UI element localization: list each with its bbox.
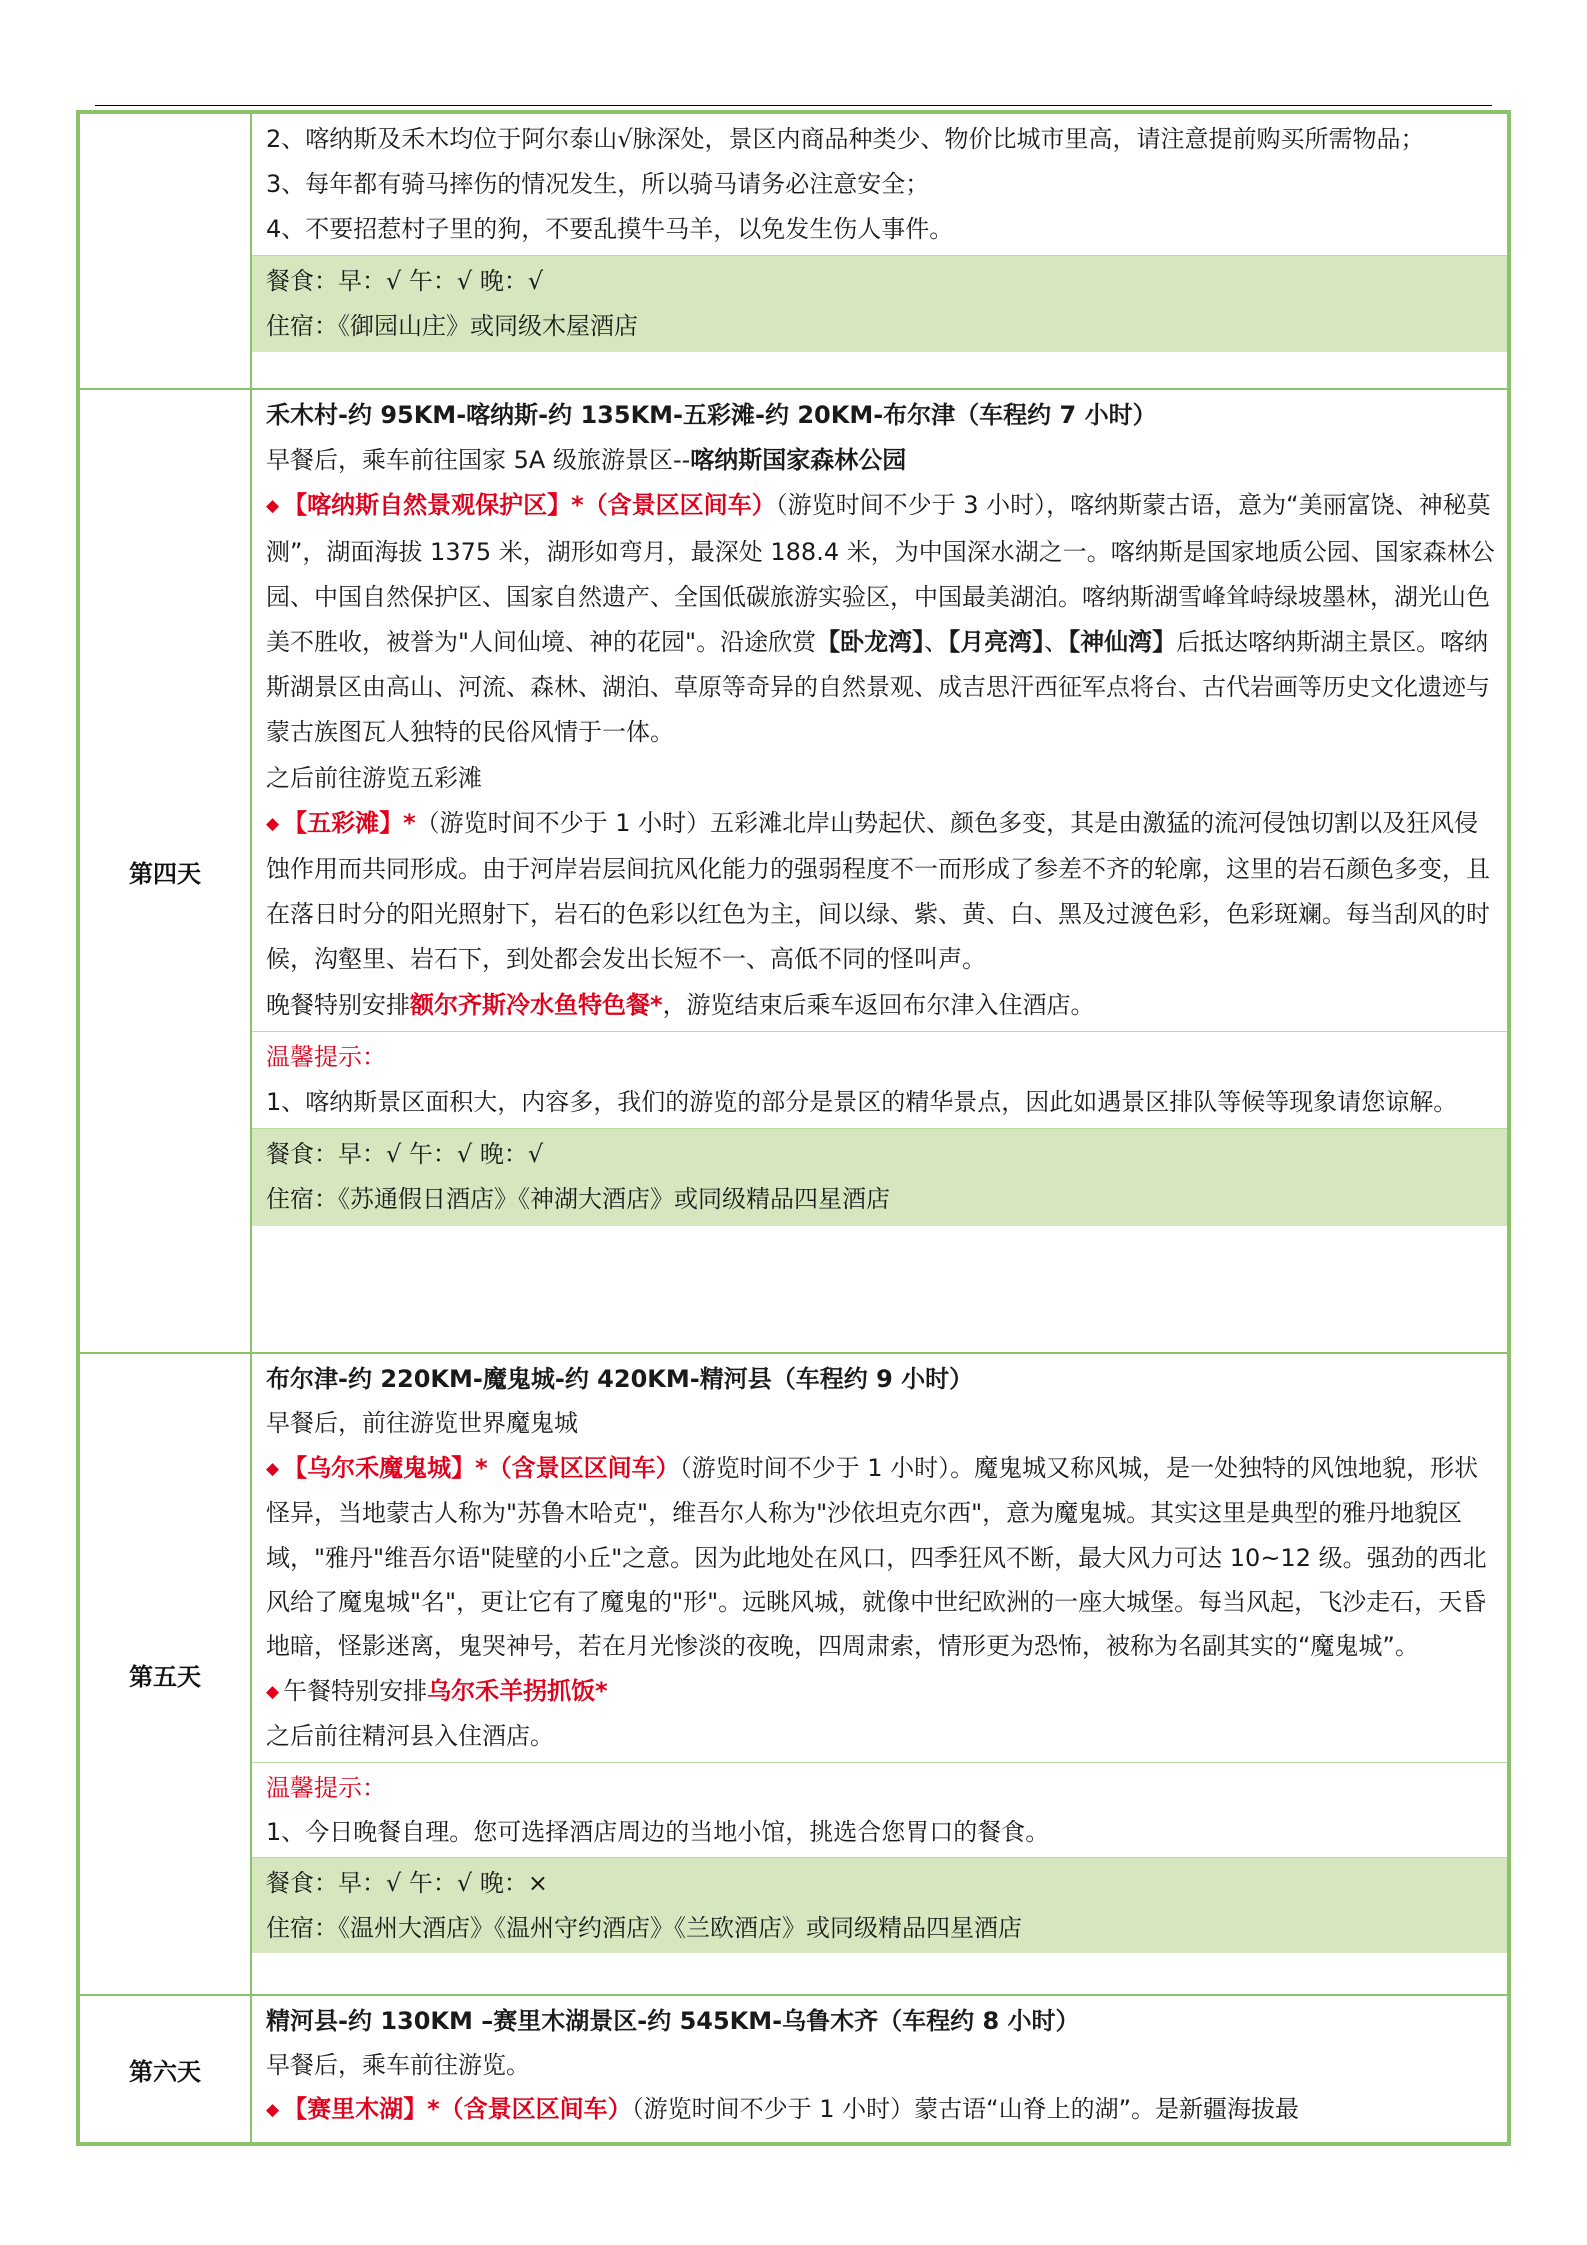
attraction-desc: [266, 483, 1497, 755]
tip-item: 1、今日晚餐自理。您可选择酒店周边的当地小馆，挑选合您胃口的餐食。: [266, 1818, 1050, 1847]
itinerary-table: [76, 110, 1511, 2146]
intro-prefix: 早餐后，乘车前往国家 5A 级旅游景区--: [266, 446, 691, 475]
day-label: 第五天: [80, 1354, 252, 1994]
tip-item: 3、每年都有骑马摔伤的情况发生，所以骑马请务必注意安全；: [266, 170, 930, 198]
hotel-info: 住宿：《温州大酒店》《温州守约酒店》《兰欧酒店》或同级精品四星酒店: [266, 1913, 1022, 1942]
dinner-suffix: ，游览结束后乘车返回布尔津入住酒店。: [662, 990, 1095, 1019]
attraction-name: 【五彩滩】*: [283, 808, 416, 837]
diamond-bullet-icon: ◆: [266, 813, 280, 834]
day-label-cell: [80, 114, 252, 388]
special-dish: 额尔齐斯冷水鱼特色餐*: [410, 990, 663, 1019]
table-row: [80, 114, 1507, 388]
transition-text: 之后前往精河县入住酒店。: [266, 1722, 554, 1751]
lunch-text: [266, 1669, 1497, 1714]
itinerary-block: [252, 390, 1507, 1031]
tips-title: 温馨提示：: [266, 1042, 386, 1071]
itinerary-block: [252, 1996, 1507, 2135]
table-row: [80, 1994, 1507, 2142]
day-content: [252, 114, 1507, 388]
day-label: 第六天: [80, 1996, 252, 2142]
meal-hotel-block: [252, 1128, 1507, 1225]
day-content: [252, 1996, 1507, 2142]
day-content: [252, 1354, 1507, 1994]
attraction-name: 【赛里木湖】*（含景区区间车）: [283, 2095, 632, 2123]
attraction-desc: [266, 801, 1497, 983]
attraction-text: （游览时间不少于 1 小时）。魔鬼城又称风城，是一处独特的风蚀地貌，形状怪异，当地蒙古人称为"苏鲁木哈克"，维吾尔人称为"沙依坦克尔西"，意为魔鬼城。其实这里是典型的雅丹地貌区域，"雅丹"维吾尔语"陡壁的小丘"之意。因为此地处在风口，四季狂风不断，最大风力可达 10~12 级。强劲的西北风给了魔鬼城"名"，更让它有了魔鬼的"形"。远眺风城，就像中世纪欧洲的一座大城堡。每当风起，飞沙走石，天昏地暗，怪影迷离，鬼哭神号，若在月光惨淡的夜晚，四周肃索，情形更为恐怖，被称为名副其实的“魔鬼城”。: [266, 1453, 1487, 1661]
route-title: 布尔津-约 220KM-魔鬼城-约 420KM-精河县（车程约 9 小时）: [266, 1365, 974, 1393]
tip-item: 2、喀纳斯及禾木均位于阿尔泰山√脉深处，景区内商品种类少、物价比城市里高，请注意提前购买所需物品；: [266, 125, 1425, 153]
bay-name: 【神仙湾】: [1068, 628, 1177, 657]
hotel-info: 住宿：《苏通假日酒店》《神湖大酒店》或同级精品四星酒店: [266, 1185, 890, 1214]
lunch-prefix: 午餐特别安排: [283, 1676, 428, 1705]
tips-block: [252, 114, 1507, 255]
hotel-info: 住宿：《御园山庄》或同级木屋酒店: [266, 312, 638, 340]
attraction-name: 【乌尔禾魔鬼城】*（含景区区间车）: [283, 1453, 680, 1482]
park-name: 喀纳斯国家森林公园: [690, 446, 907, 475]
day-label: 第四天: [80, 390, 252, 1352]
day-content: [252, 390, 1507, 1352]
dinner-text: [266, 983, 1497, 1028]
meal-hotel-block: [252, 255, 1507, 352]
meal-info: 餐食：早：√ 午：√ 晚：×: [266, 1869, 548, 1898]
separator: 、: [1044, 628, 1069, 657]
attraction-text: （游览时间不少于 1 小时）蒙古语“山脊上的湖”。是新疆海拔最: [631, 2095, 1300, 2123]
dinner-prefix: 晚餐特别安排: [266, 990, 410, 1019]
table-row: [80, 1352, 1507, 1994]
header-rule: [95, 105, 1492, 106]
transition-text: 之后前往游览五彩滩: [266, 763, 482, 792]
route-title: 禾木村-约 95KM-喀纳斯-约 135KM-五彩滩-约 20KM-布尔津（车程约 7 小时）: [266, 401, 1157, 429]
intro-text: 早餐后，前往游览世界魔鬼城: [266, 1409, 578, 1438]
attraction-desc: [266, 1446, 1497, 1669]
diamond-bullet-icon: ◆: [266, 1681, 280, 1702]
attraction-name: 【喀纳斯自然景观保护区】*（含景区区间车）: [283, 491, 776, 520]
intro-text: [266, 438, 1497, 483]
bay-name: 【卧龙湾】: [816, 628, 925, 657]
attraction-text: 后抵达喀纳斯湖主景区。喀纳斯湖景区由高山、河流、森林、湖泊、草原等奇异的自然景观、成吉思汗西征军点将台、古代岩画等历史文化遗迹与蒙古族图瓦人独特的民俗风情于一体。: [266, 628, 1490, 747]
meal-info: 餐食：早：√ 午：√ 晚：√: [266, 1140, 544, 1169]
route-title: 精河县-约 130KM –赛里木湖景区-约 545KM-乌鲁木齐（车程约 8 小时）: [266, 2007, 1080, 2035]
diamond-bullet-icon: ◆: [266, 496, 280, 517]
meal-hotel-block: [252, 1857, 1507, 1953]
separator: 、: [924, 628, 949, 657]
tips-block: [252, 1762, 1507, 1858]
tips-title: 温馨提示：: [266, 1773, 386, 1802]
special-dish: 乌尔禾羊拐抓饭*: [427, 1676, 608, 1705]
attraction-desc: [266, 2087, 1497, 2132]
intro-text: 早餐后，乘车前往游览。: [266, 2051, 530, 2079]
tip-item: 4、不要招惹村子里的狗，不要乱摸牛马羊，以免发生伤人事件。: [266, 215, 954, 243]
diamond-bullet-icon: ◆: [266, 2100, 280, 2120]
tips-block: [252, 1031, 1507, 1128]
diamond-bullet-icon: ◆: [266, 1458, 280, 1479]
itinerary-block: [252, 1354, 1507, 1762]
table-row: [80, 388, 1507, 1352]
tip-item: 1、喀纳斯景区面积大，内容多，我们的游览的部分是景区的精华景点，因此如遇景区排队等候等现象请您谅解。: [266, 1088, 1458, 1117]
meal-info: 餐食：早：√ 午：√ 晚：√: [266, 267, 544, 295]
bay-name: 【月亮湾】: [948, 628, 1045, 657]
attraction-text: （游览时间不少于 3 小时），喀纳斯蒙古语，意为“美丽富饶、神秘莫测”，湖面海拔 1375 米，湖形如弯月，最深处 188.4 米，为中国深水湖之一。喀纳斯是国家地质公园、国家森林公园、中国自然保护区、国家自然遗产、全国低碳旅游实验区，中国最美湖泊。喀纳斯湖雪峰耸峙绿坡墨林，湖光山色美不胜收，被誉为"人间仙境、神的花园"。沿途欣赏: [266, 491, 1495, 657]
attraction-text: （游览时间不少于 1 小时）五彩滩北岸山势起伏、颜色多变，其是由激猛的流河侵蚀切割以及狂风侵蚀作用而共同形成。由于河岸岩层间抗风化能力的强弱程度不一而形成了参差不齐的轮廓，这里的岩石颜色多变，且在落日时分的阳光照射下，岩石的色彩以红色为主，间以绿、紫、黄、白、黑及过渡色彩，色彩斑斓。每当刮风的时候，沟壑里、岩石下，到处都会发出长短不一、高低不同的怪叫声。: [266, 808, 1490, 974]
